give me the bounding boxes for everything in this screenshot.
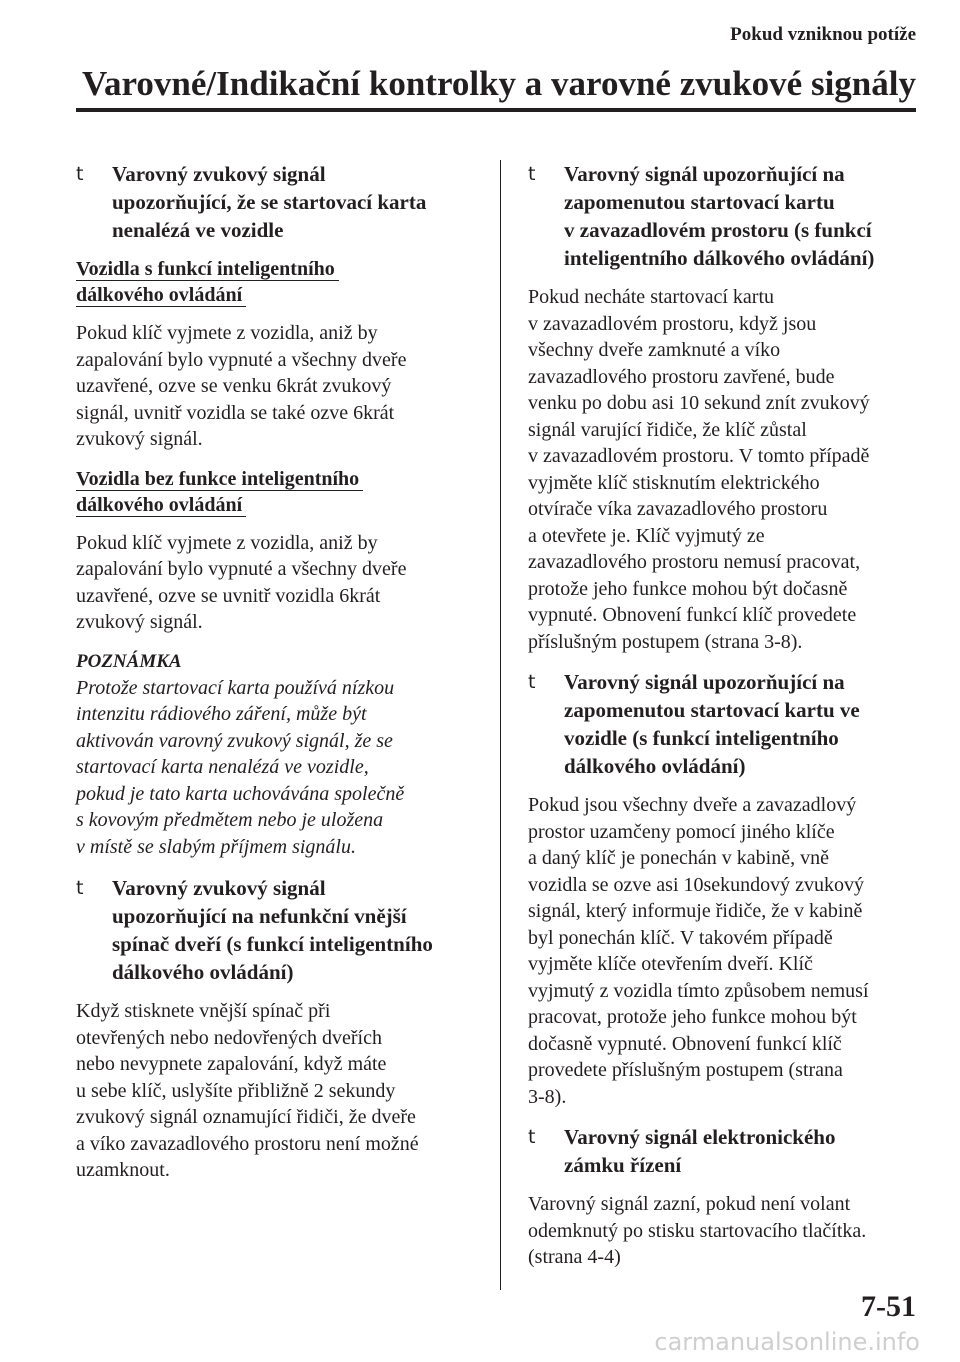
subheading [76,256,476,308]
text-line: u sebe klíč, uslyšíte přibližně 2 sekundy [76,1079,396,1102]
text-line: 3-8). [528,1085,567,1108]
text-line: pracovat, protože jeho funkce mohou být [528,1006,857,1028]
section-heading [528,1123,928,1179]
text-line: zavazadlového prostoru zavřené, bude [528,365,835,388]
text-line: zvukový signál. [76,428,203,450]
paragraph [76,998,476,1184]
text-line: signál, který informuje řidiče, že v kabině [528,900,863,922]
header-rule [76,108,916,112]
text-line: signál, uvnitř vozidla se také ozve 6krát [76,401,395,424]
page-title: Varovné/Indikační kontrolky a varovné zvukové signály [81,64,916,103]
text-line: Varovný signál zazní, pokud není volant [528,1193,851,1215]
bullet-icon: t [528,1126,536,1148]
heading-line: vozidle (s funkcí inteligentního [564,726,839,750]
text-line: a víko zavazadlového prostoru není možné [76,1132,419,1155]
text-line: Když stisknete vnější spínač při [76,1000,331,1022]
heading-line: Varovný signál upozorňující na [564,162,845,186]
text-line: startovací karta nenalézá ve vozidle, [76,756,369,778]
section-heading [528,668,928,780]
right-column [528,160,928,1284]
paragraph [76,320,476,453]
page-number: 7-51 [861,1290,916,1323]
bullet-icon: t [528,671,536,693]
text-line: příslušným postupem (strana 3-8). [528,630,803,653]
text-line: s kovovým předmětem nebo je uložena [76,809,384,831]
heading-line: zámku řízení [564,1153,682,1177]
watermark: carmanualsonline.info [654,1328,920,1356]
text-line: provedete příslušným postupem (strana [528,1059,843,1081]
text-line: nebo nevypnete zapalování, když máte [76,1053,387,1075]
subheading-line: dálkového ovládání [76,284,246,307]
heading-line: dálkového ovládání) [564,754,746,778]
text-line: (strana 4-4) [528,1246,621,1268]
heading-line: Varovný zvukový signál [112,162,326,186]
text-line: v zavazadlovém prostoru. V tomto případě [528,445,870,467]
text-line: vyjmutý z vozidla tímto způsobem nemusí [528,979,869,1002]
column-divider [500,160,501,1290]
note-text [76,675,476,861]
heading-line: dálkového ovládání) [112,960,294,984]
text-line: všechny dveře zamknuté a víko [528,339,781,361]
text-line: a otevřete je. Klíč vyjmutý ze [528,524,765,547]
heading-line: upozorňující, že se startovací karta [112,190,427,214]
text-line: intenzitu rádiového záření, může být [76,703,367,725]
heading-line: zapomenutou startovací kartu [564,190,835,214]
heading-line: zapomenutou startovací kartu ve [564,698,860,722]
left-column [76,160,476,1197]
heading-line: spínač dveří (s funkcí inteligentního [112,932,433,956]
heading-line: Varovný signál elektronického [564,1125,836,1149]
chapter-title: Pokud vzniknou potíže [730,24,916,45]
paragraph [76,530,476,636]
text-line: dočasně vypnuté. Obnovení funkcí klíč [528,1032,842,1055]
text-line: zvukový signál. [76,611,203,633]
text-line: uzavřené, ozve se venku 6krát zvukový [76,375,392,397]
paragraph [528,792,928,1110]
text-line: a daný klíč je ponechán v kabině, vně [528,847,829,869]
text-line: Pokud necháte startovací kartu [528,286,775,308]
text-line: vyjměte klíče otevřením dveří. Klíč [528,953,813,975]
text-line: otevřených nebo nedovřených dveřích [76,1026,382,1049]
text-line: prostor uzamčeny pomocí jiného klíče [528,820,835,843]
heading-line: nenalézá ve vozidle [112,218,284,242]
bullet-icon: t [76,877,84,899]
bullet-icon: t [76,163,84,185]
text-line: Pokud klíč vyjmete z vozidla, aniž by [76,322,378,344]
text-line: otvírače víka zavazadlového prostoru [528,498,828,520]
bullet-icon: t [528,163,536,185]
heading-line: Varovný zvukový signál [112,876,326,900]
text-line: uzavřené, ozve se uvnitř vozidla 6krát [76,584,381,607]
text-line: v místě se slabým příjmem signálu. [76,835,356,858]
text-line: byl ponechán klíč. V takovém případě [528,926,833,949]
subheading-line: Vozidla bez funkce inteligentního [76,468,363,491]
subheading-line: dálkového ovládání [76,494,246,517]
text-line: pokud je tato karta uchovávána společně [76,782,405,805]
subheading [76,466,476,518]
paragraph [528,284,928,655]
section-heading [76,160,476,244]
heading-line: Varovný signál upozorňující na [564,670,845,694]
text-line: vypnuté. Obnovení funkcí klíč provedete [528,604,857,626]
heading-line: inteligentního dálkového ovládání) [564,246,875,270]
text-line: odemknutý po stisku startovacího tlačítka. [528,1219,867,1242]
text-line: protože jeho funkce mohou být dočasně [528,577,848,600]
section-heading [528,160,928,272]
heading-line: upozorňující na nefunkční vnější [112,904,407,928]
paragraph [528,1191,928,1271]
heading-line: v zavazadlovém prostoru (s funkcí [564,218,872,242]
text-line: v zavazadlovém prostoru, když jsou [528,312,817,335]
text-line: venku po dobu asi 10 sekund znít zvukový [528,392,870,414]
text-line: vyjměte klíč stisknutím elektrického [528,471,820,494]
text-line: Protože startovací karta používá nízkou [76,676,395,699]
text-line: zapalování bylo vypnuté a všechny dveře [76,558,407,580]
section-heading [76,874,476,986]
subheading-line: Vozidla s funkcí inteligentního [76,258,339,281]
text-line: vozidla se ozve asi 10sekundový zvukový [528,873,865,896]
text-line: zapalování bylo vypnuté a všechny dveře [76,348,407,371]
text-line: Pokud klíč vyjmete z vozidla, aniž by [76,531,378,554]
text-line: signál varující řidiče, že klíč zůstal [528,418,807,441]
text-line: Pokud jsou všechny dveře a zavazadlový [528,794,857,816]
text-line: zavazadlového prostoru nemusí pracovat, [528,551,861,573]
text-line: zvukový signál oznamující řidiči, že dveře [76,1106,416,1128]
note-title: POZNÁMKA [76,650,182,672]
text-line: aktivován varovný zvukový signál, že se [76,729,393,752]
text-line: uzamknout. [76,1159,170,1181]
